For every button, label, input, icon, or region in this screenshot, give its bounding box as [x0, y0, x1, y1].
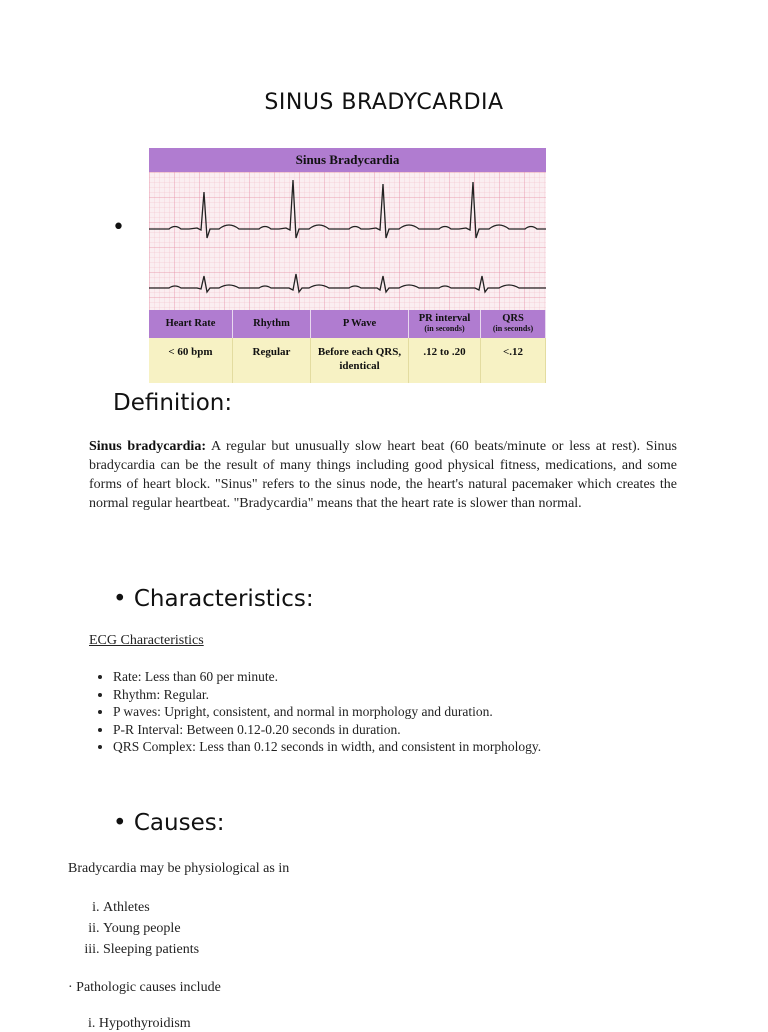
value-heart-rate: < 60 bpm: [149, 338, 233, 383]
list-item: i. Athletes: [103, 897, 199, 918]
value-rhythm: Regular: [233, 338, 311, 383]
causes-heading: • Causes:: [113, 810, 225, 836]
ecg-table-values: [149, 338, 546, 383]
definition-term: Sinus bradycardia:: [89, 439, 206, 454]
list-item: • Rhythm: Regular.: [113, 686, 541, 704]
ecg-title: Sinus Bradycardia: [149, 148, 546, 172]
figure-bullet: •: [112, 215, 125, 240]
col-head-p-wave: P Wave: [311, 310, 409, 338]
ecg-figure: [149, 148, 546, 383]
list-item: • P waves: Upright, consistent, and normal in morphology and duration.: [113, 703, 541, 721]
value-pr-interval: .12 to .20: [409, 338, 481, 383]
page-title: SINUS BRADYCARDIA: [264, 90, 504, 115]
value-p-wave: Before each QRS, identical: [311, 338, 409, 383]
value-qrs: <.12: [481, 338, 546, 383]
list-item: • QRS Complex: Less than 0.12 seconds in width, and consistent in morphology.: [113, 738, 541, 756]
ecg-table-header: [149, 310, 546, 338]
definition-paragraph: [89, 437, 677, 513]
pathologic-causes-intro: · Pathologic causes include: [68, 980, 221, 995]
definition-text: A regular but unusually slow heart beat (60 beats/minute or less at rest). Sinus bradycardia can be the result of many things including good physical fitness, medications, and some forms of heart block. "Sinus" refers to the sinus node, the heart's natural pacemaker which creates the normal regular heartbeat. "Bradycardia" means that the heart rate is slower than normal.: [89, 439, 678, 511]
list-item: • P-R Interval: Between 0.12-0.20 seconds in duration.: [113, 721, 541, 739]
ecg-characteristics-label: ECG Characteristics: [89, 633, 204, 648]
causes-intro: Bradycardia may be physiological as in: [68, 861, 290, 876]
ecg-table: [149, 310, 546, 383]
list-item: ii. Young people: [103, 918, 199, 939]
physiological-causes-list: [75, 897, 199, 960]
list-item: iii. Sleeping patients: [103, 939, 199, 960]
col-head-rhythm: Rhythm: [233, 310, 311, 338]
characteristics-list: [89, 668, 541, 756]
list-item: • Rate: Less than 60 per minute.: [113, 668, 541, 686]
cut-off-list-item: i. Hypothyroidism: [88, 1016, 191, 1031]
definition-heading: Definition:: [113, 390, 233, 416]
characteristics-heading: • Characteristics:: [113, 586, 314, 612]
col-head-pr-interval: PR interval (in seconds): [409, 310, 481, 338]
col-head-heart-rate: Heart Rate: [149, 310, 233, 338]
col-head-qrs: QRS (in seconds): [481, 310, 546, 338]
